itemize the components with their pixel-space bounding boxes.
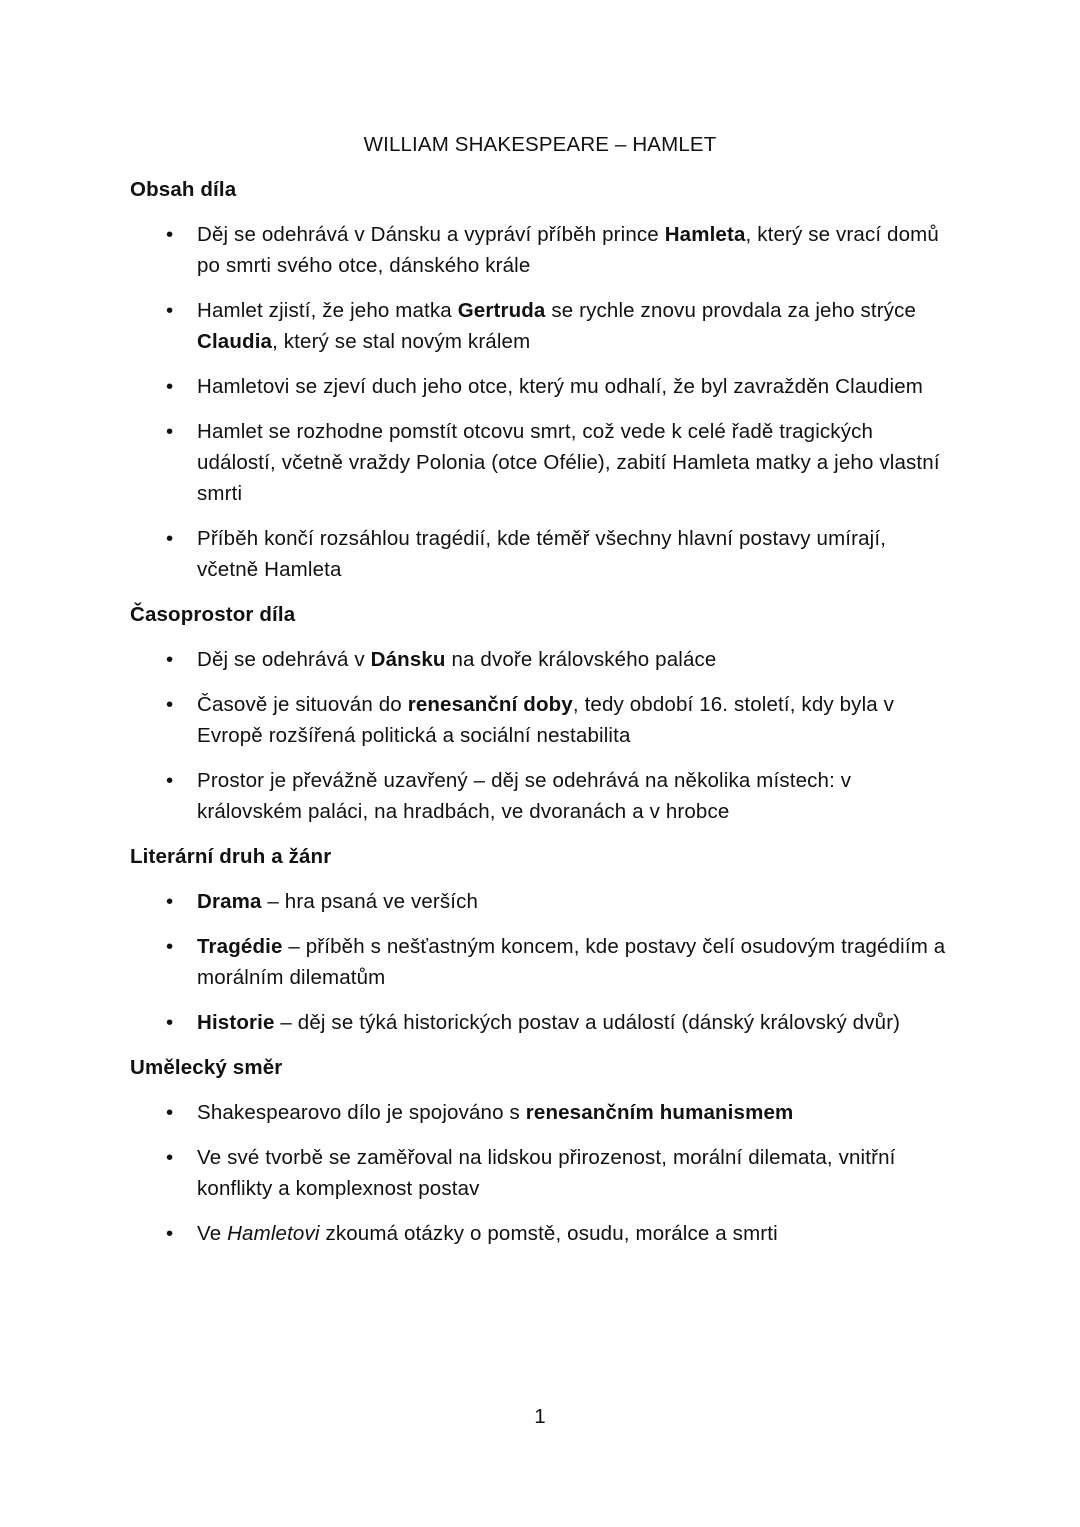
- section: [130, 174, 950, 585]
- list-item-text: [197, 765, 950, 827]
- list-item-text: [197, 416, 950, 509]
- list-item: [130, 295, 950, 357]
- text-segment: renesančním humanismem: [525, 1101, 794, 1124]
- section: [130, 599, 950, 827]
- section: [130, 1052, 950, 1249]
- list-item: [130, 1097, 950, 1128]
- list-item: [130, 371, 950, 402]
- text-segment: – děj se týká historických postav a událostí (dánský královský dvůr): [274, 1011, 901, 1034]
- text-segment: Časově je situován do: [197, 693, 408, 716]
- text-segment: Příběh končí rozsáhlou tragédií, kde téměř všechny hlavní postavy umírají, včetně Hamleta: [197, 527, 887, 581]
- list-item-text: [197, 371, 950, 402]
- text-segment: Prostor je převážně uzavřený – děj se odehrává na několika místech: v královském paláci, na hradbách, ve dvoranách a v hrobce: [197, 769, 852, 823]
- bullet-marker: •: [166, 935, 174, 958]
- bullet-list: [130, 644, 950, 827]
- text-segment: – příběh s nešťastným koncem, kde postavy čelí osudovým tragédiím a morálním dilematům: [197, 935, 946, 989]
- bullet-marker: •: [166, 1146, 174, 1169]
- bullet-list: [130, 1097, 950, 1249]
- list-item: [130, 523, 950, 585]
- text-segment: Hamlet zjistí, že jeho matka: [197, 299, 458, 322]
- list-item: [130, 416, 950, 509]
- text-segment: Gertruda: [457, 299, 546, 322]
- list-item: [130, 765, 950, 827]
- list-item-text: [197, 931, 950, 993]
- text-segment: Ve: [197, 1222, 228, 1245]
- bullet-marker: •: [166, 1011, 174, 1034]
- list-item: [130, 931, 950, 993]
- text-segment: Hamleta: [664, 223, 746, 246]
- bullet-marker: •: [166, 1101, 174, 1124]
- text-segment: Ve své tvorbě se zaměřoval na lidskou přirozenost, morální dilemata, vnitřní konflikty a komplexnost postav: [197, 1146, 896, 1200]
- bullet-list: [130, 886, 950, 1038]
- text-segment: se rychle znovu provdala za jeho strýce: [545, 299, 917, 322]
- list-item-text: [197, 886, 950, 917]
- section-heading: Časoprostor díla: [130, 603, 296, 626]
- text-segment: – hra psaná ve verších: [261, 890, 479, 913]
- text-segment: Děj se odehrává v: [197, 648, 371, 671]
- bullet-list: [130, 219, 950, 585]
- list-item: [130, 1007, 950, 1038]
- text-segment: , který se stal novým králem: [272, 330, 531, 353]
- text-segment: Shakespearovo dílo je spojováno s: [197, 1101, 526, 1124]
- text-segment: na dvoře královského paláce: [445, 648, 717, 671]
- list-item-text: [197, 295, 950, 357]
- list-item-text: [197, 219, 950, 281]
- document-title: WILLIAM SHAKESPEARE – HAMLET: [363, 133, 717, 156]
- text-segment: renesanční doby: [407, 693, 573, 716]
- list-item: [130, 219, 950, 281]
- text-segment: , který se vrací domů po smrti svého otce, dánského krále: [197, 223, 939, 277]
- text-segment: Drama: [197, 890, 262, 913]
- text-segment: , tedy období 16. století, kdy byla v Evropě rozšířená politická a sociální nestabilita: [197, 693, 895, 747]
- list-item: [130, 1218, 950, 1249]
- section-heading: Umělecký směr: [130, 1056, 283, 1079]
- list-item-text: [197, 689, 950, 751]
- bullet-marker: •: [166, 1222, 174, 1245]
- bullet-marker: •: [166, 223, 174, 246]
- list-item: [130, 644, 950, 675]
- list-item-text: [197, 1007, 950, 1038]
- document-content: [130, 129, 950, 1263]
- bullet-marker: •: [166, 420, 174, 443]
- list-item-text: [197, 1097, 950, 1128]
- text-segment: zkoumá otázky o pomstě, osudu, morálce a smrti: [319, 1222, 778, 1245]
- text-segment: Historie: [197, 1011, 275, 1034]
- list-item-text: [197, 523, 950, 585]
- text-segment: Hamletovi se zjeví duch jeho otce, který mu odhalí, že byl zavražděn Claudiem: [197, 375, 923, 398]
- text-segment: Děj se odehrává v Dánsku a vypráví příběh prince: [197, 223, 665, 246]
- section-heading: Obsah díla: [130, 178, 237, 201]
- list-item-text: [197, 1142, 950, 1204]
- list-item-text: [197, 644, 950, 675]
- text-segment: Tragédie: [197, 935, 283, 958]
- list-item: [130, 1142, 950, 1204]
- bullet-marker: •: [166, 299, 174, 322]
- bullet-marker: •: [166, 890, 174, 913]
- bullet-marker: •: [166, 769, 174, 792]
- text-segment: Claudia: [197, 330, 273, 353]
- bullet-marker: •: [166, 527, 174, 550]
- list-item: [130, 886, 950, 917]
- bullet-marker: •: [166, 375, 174, 398]
- text-segment: Hamletovi: [227, 1222, 320, 1245]
- section-heading: Literární druh a žánr: [130, 845, 332, 868]
- text-segment: Dánsku: [370, 648, 446, 671]
- list-item-text: [197, 1218, 950, 1249]
- page-number: 1: [534, 1405, 546, 1428]
- text-segment: Hamlet se rozhodne pomstít otcovu smrt, což vede k celé řadě tragických událostí, včetně vraždy Polonia (otce Ofélie), zabití Hamleta matky a jeho vlastní smrti: [197, 420, 940, 505]
- bullet-marker: •: [166, 648, 174, 671]
- sections-container: [130, 174, 950, 1249]
- bullet-marker: •: [166, 693, 174, 716]
- list-item: [130, 689, 950, 751]
- section: [130, 841, 950, 1038]
